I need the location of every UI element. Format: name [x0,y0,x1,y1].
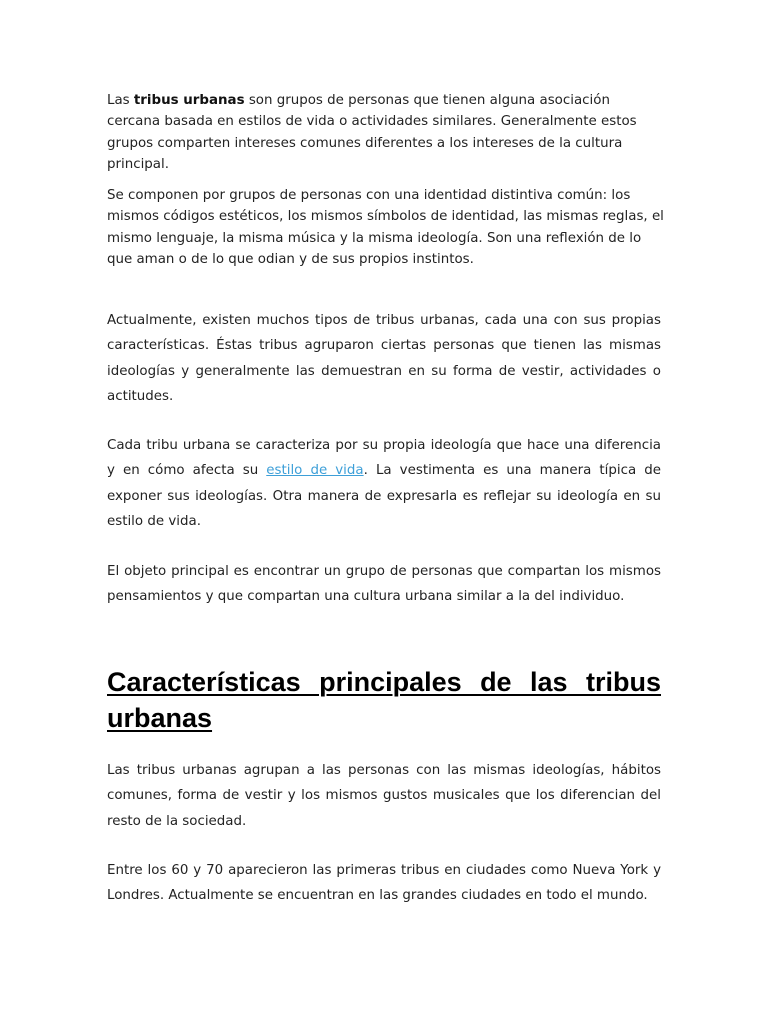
grouping-paragraph: Las tribus urbanas agrupan a las personas con las mismas ideologías, hábitos comunes, forma de vestir y los mismos gustos musicales que los diferencian del resto de la sociedad. [107,763,661,829]
history-paragraph: Entre los 60 y 70 aparecieron las primeras tribus en ciudades como Nueva York y Londres. Actualmente se encuentran en las grandes ciudades en todo el mundo. [107,863,661,904]
intro-lead: Las [107,93,134,108]
ideology-paragraph [107,433,661,534]
ideology-text-after: . La vestimenta es una manera típica de exponer sus ideologías. Otra manera de expresarla es reflejar su ideología en su estilo de vida. [107,463,661,529]
types-paragraph: Actualmente, existen muchos tipos de tribus urbanas, cada una con sus propias características. Éstas tribus agruparon ciertas personas que tienen las mismas ideologías y generalmente las demuestran en su forma de vestir, actividades o actitudes. [107,313,661,404]
objective-paragraph: El objeto principal es encontrar un grupo de personas que compartan los mismos pensamientos y que compartan una cultura urbana similar a la del individuo. [107,564,661,605]
lifestyle-link[interactable]: estilo de vida [266,463,364,479]
section-heading: Características principales de las tribus urbanas [107,667,661,733]
ideology-text-before: Cada tribu urbana se caracteriza por su propia ideología que hace una diferencia y en cómo afecta su [107,438,661,479]
intro-rest: son grupos de personas que tienen alguna asociación cercana basada en estilos de vida o actividades similares. Generalmente estos grupos comparten intereses comunes diferentes a los intereses de la cultura principal. [107,93,637,172]
intro-paragraph [107,90,667,175]
intro-bold-term: tribus urbanas [133,93,245,108]
composition-paragraph: Se componen por grupos de personas con una identidad distintiva común: los mismos códigos estéticos, los mismos símbolos de identidad, las mismas reglas, el mismo lenguaje, la misma música y la misma ideología. Son una reflexión de lo que aman o de lo que odian y de sus propios instintos. [107,188,664,267]
